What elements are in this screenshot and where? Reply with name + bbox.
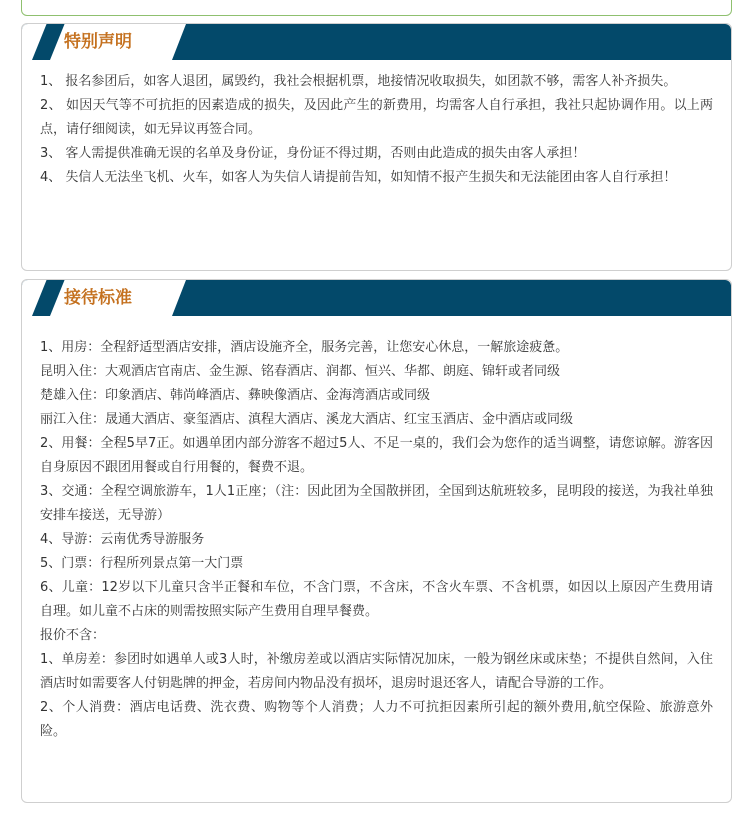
standards-item: 6、儿童：12岁以下儿童只含半正餐和车位，不含门票，不含床，不含火车票、不含机票，如因以上原因产生费用请自理。如儿童不占床的则需按照实际产生费用自理早餐费。 [40, 580, 713, 619]
standards-item: 昆明入住：大观酒店官南店、金生源、铭春酒店、润都、恒兴、华都、朗庭、锦轩或者同级 [40, 364, 561, 379]
standards-item: 丽江入住：晟通大酒店、豪玺酒店、滇程大酒店、溪龙大酒店、红宝玉酒店、金中酒店或同级 [40, 412, 574, 427]
standards-body [22, 316, 731, 758]
standards-panel [21, 279, 732, 803]
notice-header [22, 24, 731, 60]
section-title-standards: 接待标准 [64, 288, 132, 308]
notice-body [22, 60, 731, 204]
notice-item: 2、 如因天气等不可抗拒的因素造成的损失，及因此产生的新费用，均需客人自行承担，我社只起协调作用。以上两点，请仔细阅读，如无异议再签合同。 [40, 98, 713, 137]
standards-item: 4、导游：云南优秀导游服务 [40, 532, 205, 547]
standards-item: 1、单房差：参团时如遇单人或3人时，补缴房差或以酒店实际情况加床，一般为钢丝床或床垫；不提供自然间，入住酒店时如需要客人付钥匙牌的押金，若房间内物品没有损坏，退房时退还客人，请配合导游的工作。 [40, 652, 713, 691]
notice-item: 1、 报名参团后，如客人退团，属毁约，我社会根据机票，地接情况收取损失，如团款不够，需客人补齐损失。 [40, 74, 677, 89]
standards-item: 3、交通：全程空调旅游车，1人1正座；（注：因此团为全国散拼团，全国到达航班较多，昆明段的接送，为我社单独安排车接送，无导游） [40, 484, 713, 523]
standards-item: 5、门票：行程所列景点第一大门票 [40, 556, 244, 571]
notice-item: 3、 客人需提供准确无误的名单及身份证，身份证不得过期，否则由此造成的损失由客人承担！ [40, 146, 586, 161]
standards-item: 报价不含： [40, 628, 106, 643]
previous-section-box [21, 0, 732, 16]
standards-item: 1、用房：全程舒适型酒店安排，酒店设施齐全，服务完善，让您安心休息，一解旅途疲惫。 [40, 340, 569, 355]
standards-header [22, 280, 731, 316]
standards-item: 楚雄入住：印象酒店、韩尚峰酒店、彝映像酒店、金海湾酒店或同级 [40, 388, 431, 403]
notice-panel [21, 23, 732, 271]
standards-item: 2、用餐：全程5早7正。如遇单团内部分游客不超过5人、不足一桌的，我们会为您作的适当调整，请您谅解。游客因自身原因不跟团用餐或自行用餐的，餐费不退。 [40, 436, 713, 475]
notice-item: 4、 失信人无法坐飞机、火车，如客人为失信人请提前告知，如知情不报产生损失和无法能团由客人自行承担！ [40, 170, 677, 185]
section-title-notice: 特别声明 [64, 32, 132, 52]
standards-item: 2、个人消费：酒店电话费、洗衣费、购物等个人消费；人力不可抗拒因素所引起的额外费用,航空保险、旅游意外险。 [40, 700, 713, 739]
